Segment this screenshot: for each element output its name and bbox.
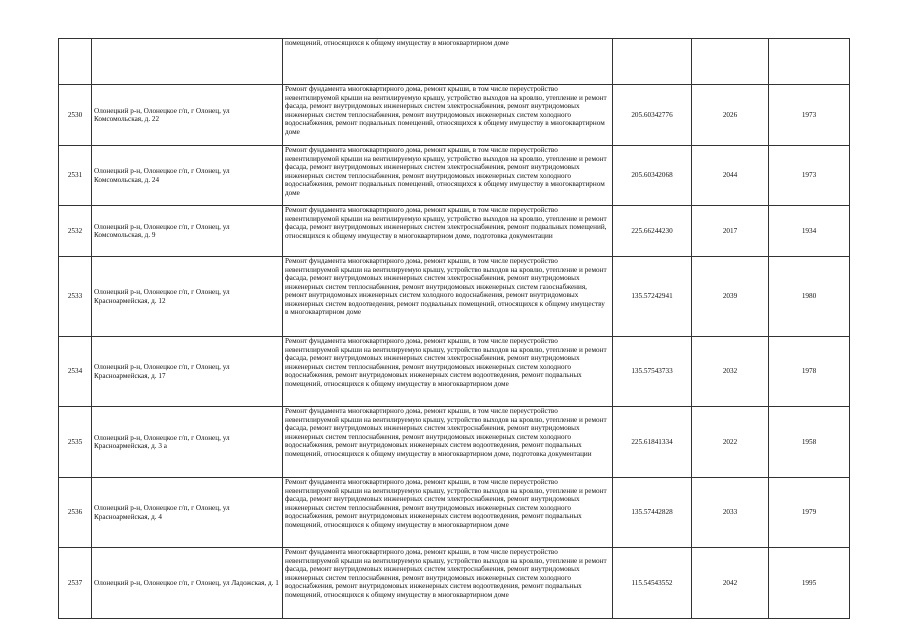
work-description-cell: Ремонт фундамента многоквартирного дома, ремонт крыши, в том числе переустройство невентилируемой крыши на вентилируемую крышу, устройство выходов на кровлю, утепление и ремонт фасада, ремонт внутридомовых инженерных систем электроснабжения, ремонт внутридомовых инженерных систем теплоснабжения, ремонт внутридомовых инженерных систем холодного водоснабжения, ремонт внутридомовых инженерных систем водоотведения, ремонт подвальных помещений, относящихся к общему имуществу в многоквартирном доме, подготовка документации: [283, 407, 613, 478]
planned-year-cell: 2033: [692, 478, 769, 548]
cost-cell: 225.61841334: [613, 407, 692, 478]
build-year-cell: 1980: [769, 257, 850, 337]
planned-year-cell: 2022: [692, 407, 769, 478]
cost-cell: 205.60342068: [613, 146, 692, 206]
cost-cell: 135.57242941: [613, 257, 692, 337]
row-number-cell: 2533: [59, 257, 92, 337]
build-year-cell: 1995: [769, 548, 850, 619]
planned-year-cell: 2032: [692, 337, 769, 407]
row-number-cell: 2531: [59, 146, 92, 206]
table-row: [59, 257, 850, 337]
address-cell: Олонецкий р-н, Олонецкое г/п, г Олонец, ул Ладожская, д. 1: [92, 548, 283, 619]
address-cell: Олонецкий р-н, Олонецкое г/п, г Олонец, ул Красноармейская, д. 17: [92, 337, 283, 407]
cost-cell: 205.60342776: [613, 85, 692, 146]
planned-year-cell: [692, 39, 769, 85]
cost-cell: 135.57442828: [613, 478, 692, 548]
address-cell: Олонецкий р-н, Олонецкое г/п, г Олонец, ул Красноармейская, д. 12: [92, 257, 283, 337]
cost-cell: 225.66244230: [613, 206, 692, 257]
build-year-cell: 1934: [769, 206, 850, 257]
work-description-cell: Ремонт фундамента многоквартирного дома, ремонт крыши, в том числе переустройство невентилируемой крыши на вентилируемую крышу, устройство выходов на кровлю, утепление и ремонт фасада, ремонт внутридомовых инженерных систем электроснабжения, ремонт внутридомовых инженерных систем теплоснабжения, ремонт внутридомовых инженерных систем холодного водоснабжения, ремонт подвальных помещений, относящихся к общему имуществу в многоквартирном доме: [283, 146, 613, 206]
address-cell: Олонецкий р-н, Олонецкое г/п, г Олонец, ул Комсомольская, д. 24: [92, 146, 283, 206]
row-number-cell: 2534: [59, 337, 92, 407]
work-description-cell: Ремонт фундамента многоквартирного дома, ремонт крыши, в том числе переустройство невентилируемой крыши на вентилируемую крышу, устройство выходов на кровлю, утепление и ремонт фасада, ремонт внутридомовых инженерных систем электроснабжения, ремонт подвальных помещений, относящихся к общему имуществу в многоквартирном доме, подготовка документации: [283, 206, 613, 257]
table-row: [59, 337, 850, 407]
cost-cell: 115.54543552: [613, 548, 692, 619]
build-year-cell: 1958: [769, 407, 850, 478]
build-year-cell: 1973: [769, 146, 850, 206]
planned-year-cell: 2026: [692, 85, 769, 146]
planned-year-cell: 2039: [692, 257, 769, 337]
build-year-cell: 1979: [769, 478, 850, 548]
table-row: [59, 478, 850, 548]
planned-year-cell: 2042: [692, 548, 769, 619]
row-number-cell: 2532: [59, 206, 92, 257]
work-description-cell: Ремонт фундамента многоквартирного дома, ремонт крыши, в том числе переустройство невентилируемой крыши на вентилируемую крышу, устройство выходов на кровлю, утепление и ремонт фасада, ремонт внутридомовых инженерных систем электроснабжения, ремонт внутридомовых инженерных систем теплоснабжения, ремонт внутридомовых инженерных систем холодного водоснабжения, ремонт внутридомовых инженерных систем водоотведения, ремонт подвальных помещений, относящихся к общему имуществу в многоквартирном доме: [283, 548, 613, 619]
work-description-cell: Ремонт фундамента многоквартирного дома, ремонт крыши, в том числе переустройство невентилируемой крыши на вентилируемую крышу, устройство выходов на кровлю, утепление и ремонт фасада, ремонт внутридомовых инженерных систем электроснабжения, ремонт внутридомовых инженерных систем теплоснабжения, ремонт внутридомовых инженерных систем холодного водоснабжения, ремонт подвальных помещений, относящихся к общему имуществу в многоквартирном доме: [283, 85, 613, 146]
work-description-cell: Ремонт фундамента многоквартирного дома, ремонт крыши, в том числе переустройство невентилируемой крыши на вентилируемую крышу, устройство выходов на кровлю, утепление и ремонт фасада, ремонт внутридомовых инженерных систем электроснабжения, ремонт внутридомовых инженерных систем теплоснабжения, ремонт внутридомовых инженерных систем холодного водоснабжения, ремонт внутридомовых инженерных систем водоотведения, ремонт подвальных помещений, относящихся к общему имуществу в многоквартирном доме: [283, 337, 613, 407]
row-number-cell: 2537: [59, 548, 92, 619]
address-cell: Олонецкий р-н, Олонецкое г/п, г Олонец, ул Комсомольская, д. 22: [92, 85, 283, 146]
cost-cell: [613, 39, 692, 85]
address-cell: [92, 39, 283, 85]
build-year-cell: 1973: [769, 85, 850, 146]
build-year-cell: [769, 39, 850, 85]
repair-program-table: [58, 38, 850, 619]
work-description-cell: Ремонт фундамента многоквартирного дома, ремонт крыши, в том числе переустройство невентилируемой крыши на вентилируемую крышу, устройство выходов на кровлю, утепление и ремонт фасада, ремонт внутридомовых инженерных систем электроснабжения, ремонт внутридомовых инженерных систем теплоснабжения, ремонт внутридомовых инженерных систем холодного водоснабжения, ремонт внутридомовых инженерных систем водоотведения, ремонт подвальных помещений, относящихся к общему имуществу в многоквартирном доме: [283, 478, 613, 548]
row-number-cell: [59, 39, 92, 85]
table-row: [59, 548, 850, 619]
address-cell: Олонецкий р-н, Олонецкое г/п, г Олонец, ул Комсомольская, д. 9: [92, 206, 283, 257]
cost-cell: 135.57543733: [613, 337, 692, 407]
table-row: [59, 206, 850, 257]
planned-year-cell: 2017: [692, 206, 769, 257]
table-row: [59, 407, 850, 478]
table-row-continued: [59, 39, 850, 85]
row-number-cell: 2530: [59, 85, 92, 146]
document-page: [58, 38, 849, 619]
planned-year-cell: 2044: [692, 146, 769, 206]
build-year-cell: 1978: [769, 337, 850, 407]
address-cell: Олонецкий р-н, Олонецкое г/п, г Олонец, ул Красноармейская, д. 4: [92, 478, 283, 548]
row-number-cell: 2535: [59, 407, 92, 478]
table-row: [59, 146, 850, 206]
address-cell: Олонецкий р-н, Олонецкое г/п, г Олонец, ул Красноармейская, д. 3 а: [92, 407, 283, 478]
work-description-cell: Ремонт фундамента многоквартирного дома, ремонт крыши, в том числе переустройство невентилируемой крыши на вентилируемую крышу, устройство выходов на кровлю, утепление и ремонт фасада, ремонт внутридомовых инженерных систем электроснабжения, ремонт внутридомовых инженерных систем теплоснабжения, ремонт внутридомовых инженерных систем газоснабжения, ремонт внутридомовых инженерных систем холодного водоснабжения, ремонт внутридомовых инженерных систем водоотведения, ремонт подвальных помещений, относящихся к общему имуществу в многоквартирном доме: [283, 257, 613, 337]
row-number-cell: 2536: [59, 478, 92, 548]
work-description-cell: помещений, относящихся к общему имуществу в многоквартирном доме: [283, 39, 613, 85]
table-row: [59, 85, 850, 146]
